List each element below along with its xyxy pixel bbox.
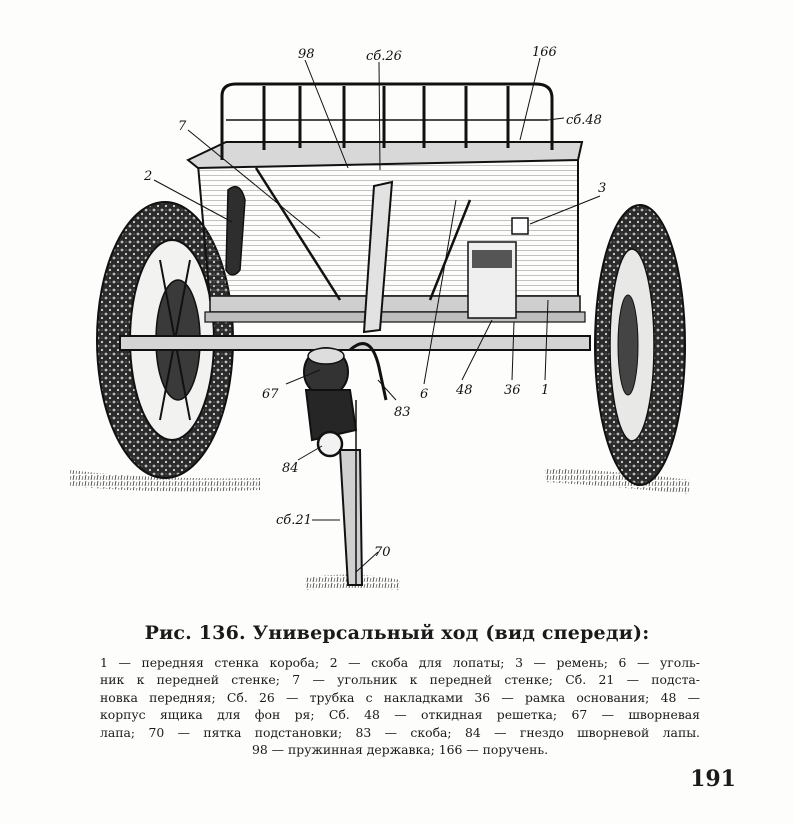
page-number: 191 [690,766,736,792]
callout-36: 36 [504,383,521,398]
figure-legend [100,654,700,758]
pintle-assembly [304,344,386,456]
callout-84: 84 [282,461,299,476]
figure-caption-title: Рис. 136. Универсальный ход (вид спереди): [144,622,650,644]
callout-67: 67 [262,387,279,402]
callout-7: 7 [178,119,187,134]
legend-line: лапа; 70 — пятка подстановки; 83 — скоба; 84 — гнездо шворневой лапы. [100,724,700,740]
callout-1: 1 [541,383,550,398]
legend-line: 1 — передняя стенка короба; 2 — скоба для лопаты; 3 — ремень; 6 — уголь- [100,655,700,670]
callout-sb26: сб.26 [366,49,402,64]
front-stand [340,450,362,585]
callout-70: 70 [374,545,391,560]
callout-6: 6 [420,387,429,402]
callout-166: 166 [532,45,557,60]
legend-line: 98 — пружинная державка; 166 — поручень. [251,742,549,758]
ground-right [545,468,690,494]
callout-sb48: сб.48 [566,113,602,128]
legend-line: ник к передней стенке; 7 — угольник к передней стенке; Сб. 21 — подста- [100,672,700,688]
callout-98: 98 [298,47,315,62]
callout-3: 3 [598,181,607,196]
right-wheel [595,205,685,485]
legend-line: корпус ящика для фон ря; Сб. 48 — откидная решетка; 67 — шворневая [100,707,700,723]
legend-line: новка передняя; Сб. 26 — трубка с накладками 36 — рамка основания; 48 — [100,689,700,705]
callout-sb21: сб.21 [276,513,312,528]
callout-83: 83 [394,405,411,420]
callout-48: 48 [456,383,473,398]
callout-2: 2 [144,169,153,184]
